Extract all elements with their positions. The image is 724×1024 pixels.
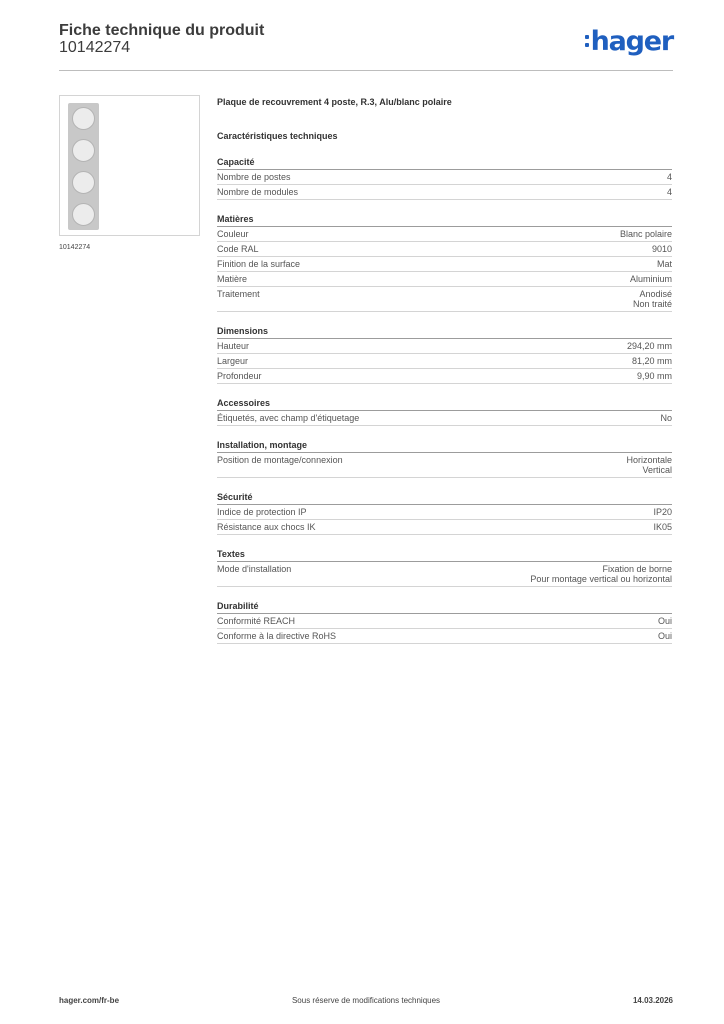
product-number: 10142274 bbox=[59, 39, 131, 56]
plate-opening bbox=[72, 107, 95, 130]
spec-section bbox=[217, 547, 672, 587]
spec-value bbox=[627, 341, 672, 351]
spec-value-line: 9,90 mm bbox=[636, 371, 672, 381]
spec-value-line: 294,20 mm bbox=[626, 341, 672, 351]
spec-row bbox=[217, 505, 672, 520]
spec-section bbox=[217, 396, 672, 426]
spec-row bbox=[217, 339, 672, 354]
section-title: Accessoires bbox=[217, 396, 672, 411]
spec-value bbox=[660, 413, 672, 423]
plate-opening bbox=[72, 171, 95, 194]
section-title: Dimensions bbox=[217, 324, 672, 339]
spec-value-line: 4 bbox=[666, 172, 672, 182]
spec-value-line: 81,20 mm bbox=[631, 356, 672, 366]
spec-value bbox=[667, 187, 672, 197]
spec-value-line: Vertical bbox=[642, 465, 672, 475]
spec-label: Finition de la surface bbox=[217, 259, 301, 269]
spec-section bbox=[217, 155, 672, 200]
spec-section bbox=[217, 490, 672, 535]
spec-label: Position de montage/connexion bbox=[217, 455, 343, 465]
logo-text: hager bbox=[590, 25, 673, 57]
spec-value-line: No bbox=[660, 413, 672, 423]
spec-section bbox=[217, 438, 672, 478]
spec-row bbox=[217, 354, 672, 369]
spec-label: Nombre de postes bbox=[217, 172, 291, 182]
spec-row bbox=[217, 562, 672, 587]
spec-value-line: Non traité bbox=[632, 299, 672, 309]
footer-website: hager.com/fr-be bbox=[59, 996, 120, 1005]
spec-value-line: Anodisé bbox=[639, 289, 672, 299]
section-title: Sécurité bbox=[217, 490, 672, 505]
spec-value bbox=[630, 274, 672, 284]
spec-section bbox=[217, 599, 672, 644]
specs-heading: Caractéristiques techniques bbox=[217, 131, 338, 141]
spec-section bbox=[217, 212, 672, 312]
spec-row bbox=[217, 520, 672, 535]
spec-label: Indice de protection IP bbox=[217, 507, 307, 517]
document-title: Fiche technique du produit bbox=[59, 22, 265, 39]
spec-value-line: Fixation de borne bbox=[602, 564, 672, 574]
product-name: Plaque de recouvrement 4 poste, R.3, Alu/blanc polaire bbox=[217, 97, 452, 107]
spec-value bbox=[657, 259, 672, 269]
spec-label: Mode d'installation bbox=[217, 564, 292, 574]
spec-row bbox=[217, 287, 672, 312]
footer-notice: Sous réserve de modifications techniques bbox=[291, 996, 441, 1005]
spec-label: Code RAL bbox=[217, 244, 259, 254]
spec-section bbox=[217, 324, 672, 384]
spec-label: Résistance aux chocs IK bbox=[217, 522, 316, 532]
spec-value bbox=[653, 522, 672, 532]
spec-value bbox=[652, 244, 672, 254]
spec-value-line: Oui bbox=[657, 631, 672, 641]
spec-row bbox=[217, 257, 672, 272]
spec-row bbox=[217, 614, 672, 629]
spec-row bbox=[217, 411, 672, 426]
spec-value bbox=[658, 631, 672, 641]
product-image bbox=[59, 95, 200, 236]
spec-value-line: Pour montage vertical ou horizontal bbox=[530, 574, 672, 584]
spec-label: Étiquetés, avec champ d'étiquetage bbox=[217, 413, 360, 423]
plate-opening bbox=[72, 203, 95, 226]
section-title: Capacité bbox=[217, 155, 672, 170]
spec-sections bbox=[217, 155, 672, 644]
spec-label: Hauteur bbox=[217, 341, 250, 351]
section-title: Matières bbox=[217, 212, 672, 227]
spec-value bbox=[633, 289, 672, 309]
spec-label: Traitement bbox=[217, 289, 260, 299]
section-title: Textes bbox=[217, 547, 672, 562]
image-caption: 10142274 bbox=[59, 244, 91, 251]
spec-value-line: IK05 bbox=[653, 522, 672, 532]
spec-value bbox=[667, 172, 672, 182]
spec-label: Profondeur bbox=[217, 371, 262, 381]
footer-date: 14.03.2026 bbox=[632, 996, 673, 1005]
spec-label: Largeur bbox=[217, 356, 249, 366]
hager-logo bbox=[585, 26, 673, 56]
section-title: Durabilité bbox=[217, 599, 672, 614]
spec-row bbox=[217, 629, 672, 644]
spec-label: Conformité REACH bbox=[217, 616, 296, 626]
plate-opening bbox=[72, 139, 95, 162]
spec-row bbox=[217, 185, 672, 200]
spec-row bbox=[217, 170, 672, 185]
spec-label: Nombre de modules bbox=[217, 187, 299, 197]
spec-label: Couleur bbox=[217, 229, 249, 239]
spec-value bbox=[632, 356, 672, 366]
section-title: Installation, montage bbox=[217, 438, 672, 453]
spec-value bbox=[637, 371, 672, 381]
spec-row bbox=[217, 242, 672, 257]
spec-value bbox=[653, 507, 672, 517]
spec-label: Conforme à la directive RoHS bbox=[217, 631, 337, 641]
spec-value-line: Horizontale bbox=[626, 455, 672, 465]
page-footer bbox=[59, 996, 673, 1008]
spec-value-line: IP20 bbox=[653, 507, 672, 517]
spec-value-line: Oui bbox=[657, 616, 672, 626]
spec-content bbox=[217, 95, 672, 644]
logo-dots-icon bbox=[585, 35, 589, 47]
page-header bbox=[59, 20, 673, 71]
spec-value-line: 4 bbox=[666, 187, 672, 197]
spec-value bbox=[658, 616, 672, 626]
spec-row bbox=[217, 227, 672, 242]
spec-value-line: Blanc polaire bbox=[619, 229, 672, 239]
spec-value bbox=[626, 455, 672, 475]
spec-value-line: Aluminium bbox=[629, 274, 672, 284]
spec-value bbox=[620, 229, 672, 239]
spec-row bbox=[217, 453, 672, 478]
spec-row bbox=[217, 369, 672, 384]
spec-row bbox=[217, 272, 672, 287]
spec-value-line: 9010 bbox=[651, 244, 672, 254]
spec-value-line: Mat bbox=[656, 259, 672, 269]
cover-plate-icon bbox=[68, 103, 99, 230]
spec-value bbox=[530, 564, 672, 584]
spec-label: Matière bbox=[217, 274, 248, 284]
